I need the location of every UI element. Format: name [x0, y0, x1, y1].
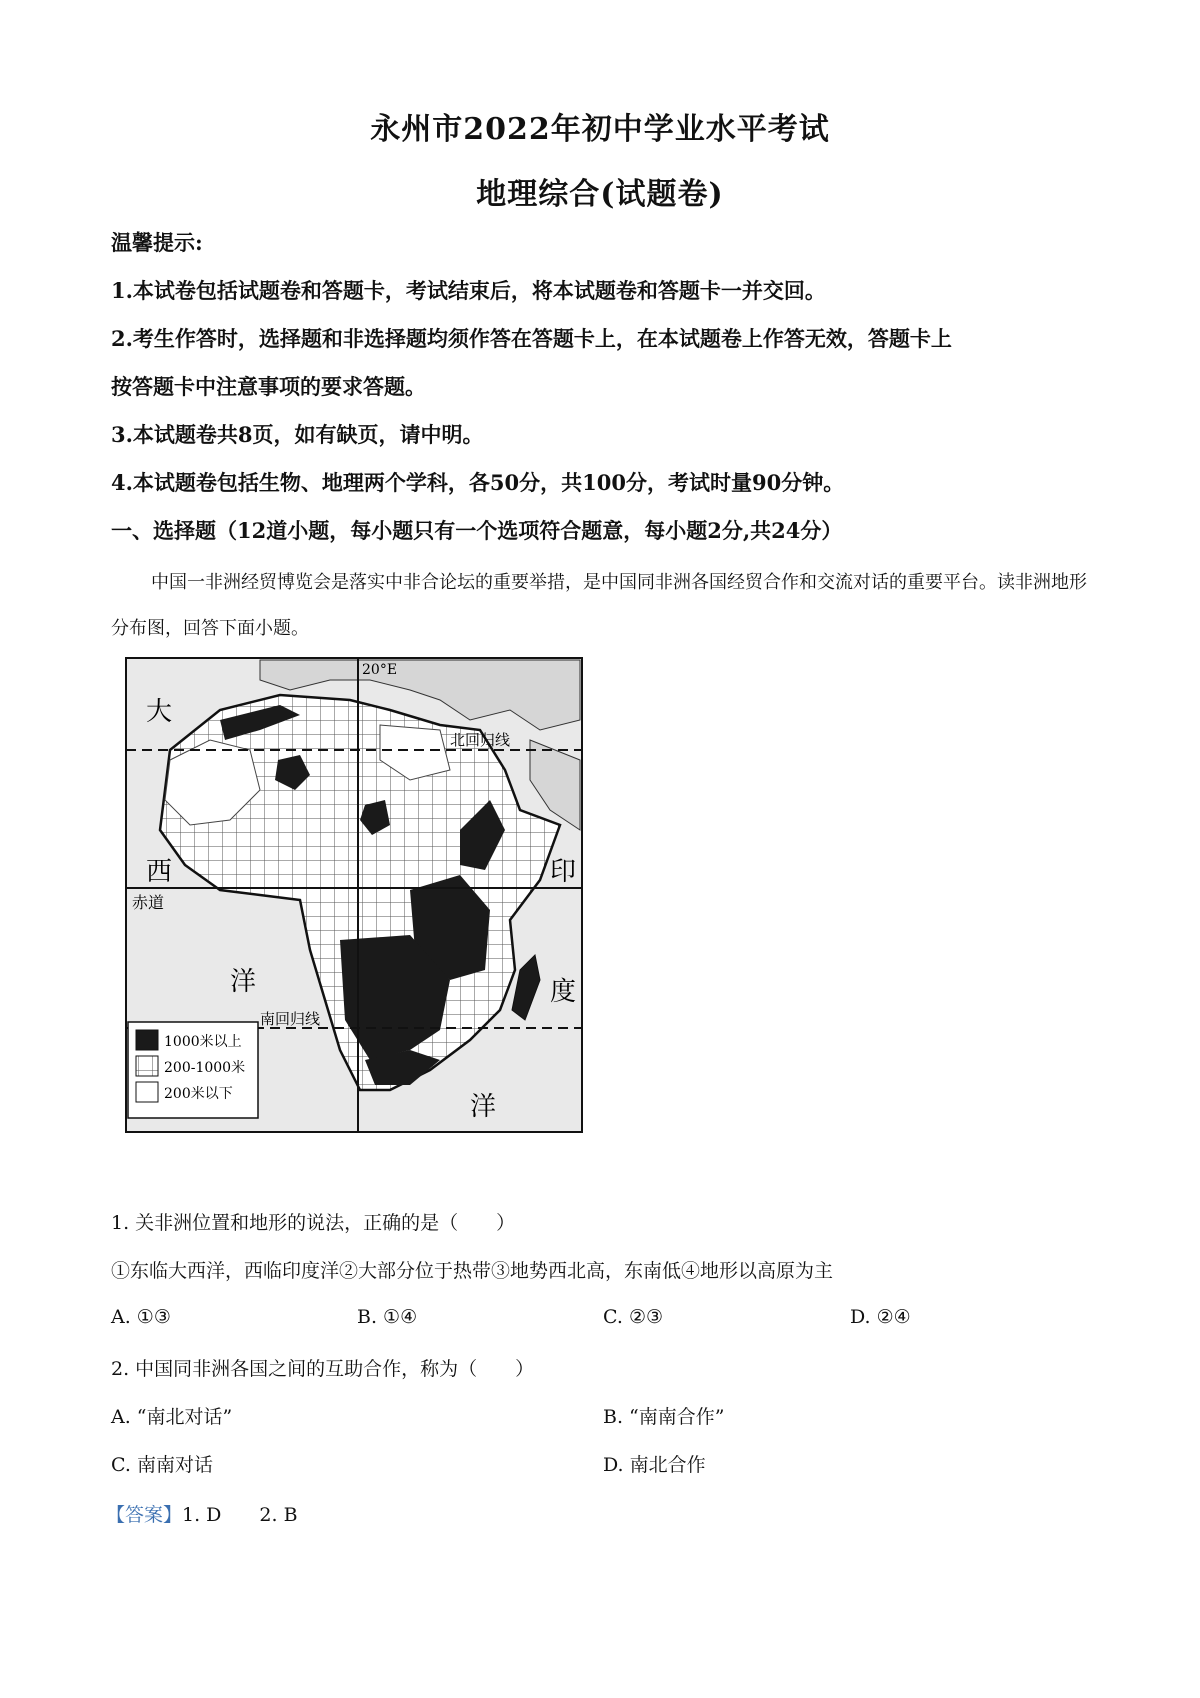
exam-title: 永州市2022年初中学业水平考试: [370, 112, 830, 147]
map-label-xi: 西: [146, 857, 173, 887]
question-1-stem: 1. 关非洲位置和地形的说法，正确的是（ ）: [111, 1212, 516, 1234]
legend-swatch-low: [136, 1082, 158, 1102]
question-1-option-c: C. ②③: [603, 1306, 664, 1328]
map-label-yin: 印: [550, 857, 577, 887]
question-2-option-d: D. 南北合作: [603, 1454, 706, 1476]
notice-item: 3.本试题卷共8页，如有缺页，请中明。: [111, 422, 484, 447]
section-heading: 一、选择题（12道小题，每小题只有一个选项符合题意，每小题2分,共24分）: [111, 518, 843, 543]
map-label-yang-right: 洋: [470, 1092, 497, 1122]
legend-swatch-high: [136, 1030, 158, 1050]
answer-line: [106, 1500, 298, 1527]
africa-terrain-map: [110, 650, 590, 1150]
map-label-meridian: 20°E: [362, 662, 398, 678]
question-2-option-b: B. “南南合作”: [603, 1406, 725, 1428]
question-1-option-a: A. ①③: [111, 1306, 171, 1328]
notice-item: 1.本试卷包括试题卷和答题卡，考试结束后，将本试题卷和答题卡一并交回。: [111, 278, 826, 303]
map-label-du: 度: [550, 977, 577, 1007]
question-2-option-c: C. 南南对话: [111, 1454, 213, 1476]
question-2-stem: 2. 中国同非洲各国之间的互助合作，称为（ ）: [111, 1358, 535, 1380]
answer-values: 1. D 2. B: [182, 1504, 298, 1526]
legend-label-mid: 200-1000米: [164, 1060, 246, 1076]
legend-swatch-mid: [136, 1056, 158, 1076]
question-2-option-a: A. “南北对话”: [111, 1406, 233, 1428]
map-label-da: 大: [146, 697, 173, 727]
map-label-tropic-north: 北回归线: [450, 731, 511, 749]
answer-tag: 【答案】: [106, 1504, 183, 1526]
legend-label-high: 1000米以上: [164, 1034, 242, 1050]
legend-label-low: 200米以下: [164, 1086, 233, 1102]
notice-heading: 温馨提示:: [111, 230, 203, 255]
question-1-option-d: D. ②④: [850, 1306, 911, 1328]
map-label-tropic-south: 南回归线: [260, 1010, 321, 1028]
question-1-option-b: B. ①④: [357, 1306, 418, 1328]
map-label-yang-left: 洋: [230, 967, 257, 997]
notice-item: 2.考生作答时，选择题和非选择题均须作答在答题卡上，在本试题卷上作答无效，答题卡上: [111, 326, 952, 351]
exam-subtitle: 地理综合(试题卷): [476, 177, 724, 212]
notice-item: 按答题卡中注意事项的要求答题。: [111, 374, 426, 399]
question-1-statement: ①东临大西洋，西临印度洋②大部分位于热带③地势西北高，东南低④地形以高原为主: [111, 1260, 834, 1282]
notice-item: 4.本试题卷包括生物、地理两个学科，各50分，共100分，考试时量90分钟。: [111, 470, 845, 495]
section-intro: 中国一非洲经贸博览会是落实中非合论坛的重要举措，是中国同非洲各国经贸合作和交流对话的重要平台。读非洲地形分布图，回答下面小题。: [111, 572, 1087, 639]
map-label-equator: 赤道: [132, 893, 165, 912]
